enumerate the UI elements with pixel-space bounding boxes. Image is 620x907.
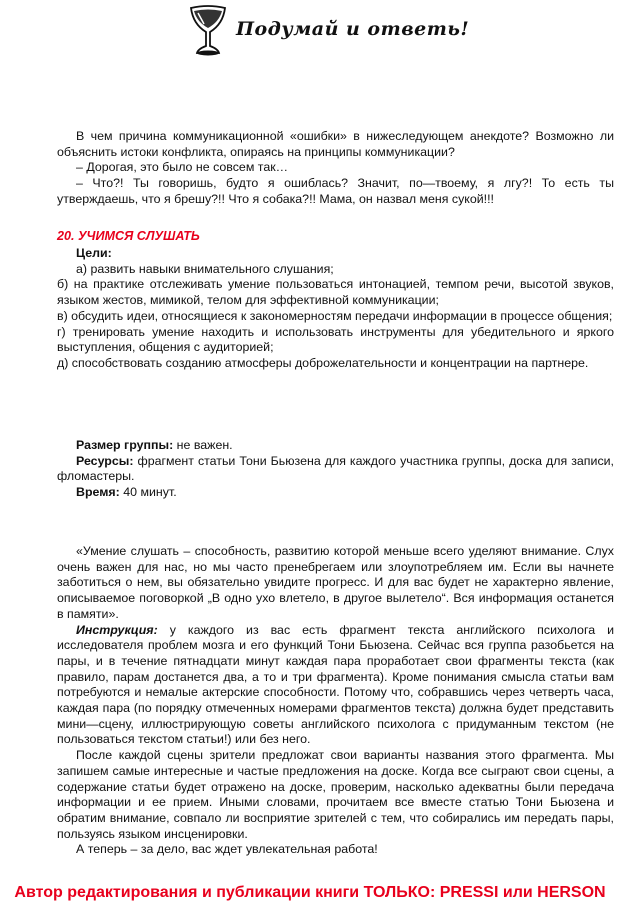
section-title: 20. УЧИМСЯ СЛУШАТЬ	[57, 229, 200, 243]
anecdote-line-1: – Дорогая, это было не совсем так…	[76, 160, 289, 175]
paragraph-3: А теперь – за дело, вас ждет увлекательная работа!	[76, 842, 378, 857]
paragraph-2: После каждой сцены зрители предложат свои варианты названия этого фрагмента. Мы запишем самые интересные и частые предложения на доске. Когда все сыграют свои сцены, а содержание статьи будет отражено на доске, проверим, насколько адекватны были передача информации и ее прием. Иными словами, прочитаем все вместе статью Тони Бьюзена и обратим внимание, совпало ли восприятие зрителей с тем, что собирались им передать пары, пользуясь языком инсценировки.	[57, 748, 614, 841]
resources	[57, 454, 614, 485]
goals-block	[57, 246, 614, 372]
quote-paragraph: «Умение слушать – способность, развитию которой меньше всего уделяют внимание. Слух очень важен для нас, но мы часто пренебрегаем или злоупотребляем им. Если вы начнете заботиться о нем, вы обязательно увидите прогресс. И для вас будет не характерно явление, описываемое поговоркой „В одно ухо влетело, в другое вылетело“. Вся информация останется в памяти».	[57, 544, 614, 621]
meta-block	[57, 438, 614, 501]
group-size	[57, 438, 614, 454]
anecdote-question: В чем причина коммуникационной «ошибки» в нижеследующем анекдоте? Возможно ли объяснить истоки конфликта, опираясь на принципы коммуникации?	[57, 129, 614, 159]
time-label: Время:	[76, 485, 120, 500]
group-size-value: не важен.	[173, 438, 233, 452]
goal-item: д) способствовать созданию атмосферы доброжелательности и концентрации на партнере.	[57, 355, 589, 370]
instruction-label: Инструкция:	[76, 622, 158, 637]
footer-notice: Автор редактирования и публикации книги ТОЛЬКО: PRESSI или HERSON	[14, 884, 606, 901]
anecdote-block	[57, 129, 614, 208]
main-text-block	[57, 544, 614, 858]
header-title: Подумай и ответь!	[236, 18, 470, 40]
page-header	[188, 2, 488, 60]
resources-label: Ресурсы:	[76, 453, 134, 468]
instruction-text: у каждого из вас есть фрагмент текста английского психолога и исследователя проблем мозга и его функций Тони Бьюзена. Сейчас вся группа разобьется на пары, и в течение пятнадцати минут каждая пара проработает свои фрагменты текста (как правило, парам достанется два, а то и три фрагмента). Кроме понимания смысла статьи вам потребуются и немалые актерские способности. Потому что, собравшись через четверть часа, каждая пара (по порядку отмеченных номерами фрагментов текста) должна будет представить мини—сцену, иллюстрирующую советы английского психолога с придуманным текстом (не пользоваться текстом статьи!) или без него.	[57, 622, 614, 747]
time-value: 40 минут.	[119, 485, 177, 500]
instruction-paragraph	[57, 623, 614, 749]
time	[57, 485, 614, 501]
anecdote-line-2: – Что?! Ты говоришь, будто я ошиблась? Значит, по—твоему, я лгу?! То есть ты утверждаешь, что я брешу?!! Что я собака?!! Мама, он назвал меня сукой!!!	[57, 176, 614, 206]
goblet-icon	[188, 2, 228, 58]
goal-item: а) развить навыки внимательного слушания;	[76, 261, 334, 276]
goal-item: г) тренировать умение находить и использовать инструменты для убедительного и яркого выступления, общения с аудиторией;	[57, 324, 614, 355]
resources-value: фрагмент статьи Тони Бьюзена для каждого участника группы, доска для записи, фломастеры.	[57, 453, 614, 484]
goal-item: б) на практике отслеживать умение пользоваться интонацией, темпом речи, высотой звуков, языком жестов, мимикой, телом для эффективной коммуникации;	[57, 277, 614, 308]
goals-label: Цели:	[76, 246, 112, 260]
group-size-label: Размер группы:	[76, 438, 174, 452]
goal-item: в) обсудить идеи, относящиеся к закономерностям передачи информации в процессе общения;	[57, 308, 613, 323]
